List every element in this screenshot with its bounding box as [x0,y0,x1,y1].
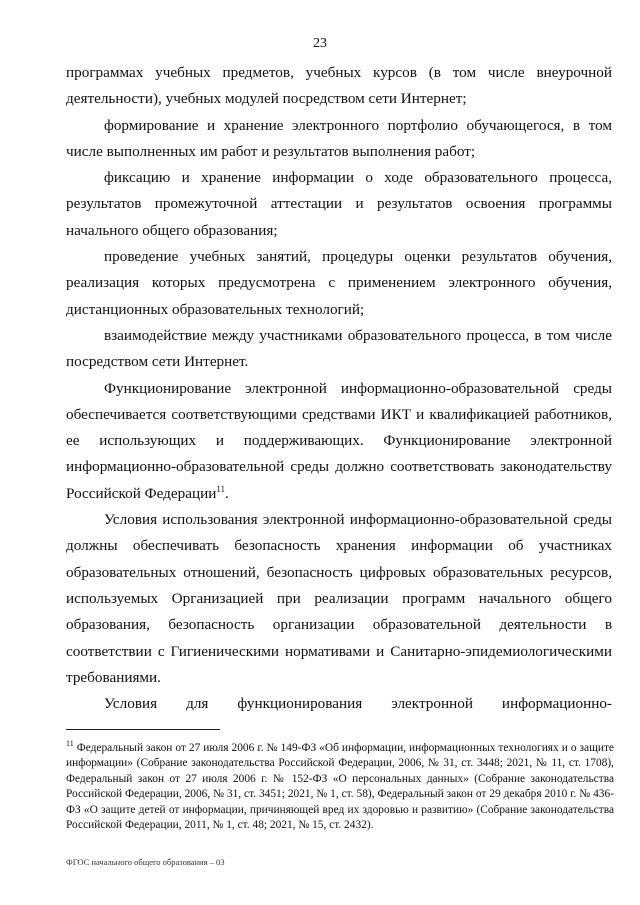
paragraph-usage-conditions: Условия использования электронной информационно-образовательной среды должны обеспечивать безопасность хранения информации об участниках образовательных отношений, безопасность цифровых образовательных ресурсов, используемых Организацией при реализации программ начального общего образования, безопасность организации образовательной деятельности в соответствии с Гигиеническими нормативами и Санитарно-эпидемиологическими требованиями. [66,511,612,686]
page-footer: ФГОС начального общего образования – 03 [66,857,225,867]
page-number: 23 [313,36,327,51]
main-text [66,60,612,717]
footnote [66,741,614,833]
footnote-reference: 11 [216,483,226,494]
paragraph-conditions-start: Условия для функционирования электронной информационно- [104,695,612,713]
paragraph-recording: фиксацию и хранение информации о ходе образовательного процесса, результатов промежуточной аттестации и результатов освоения программы начального общего образования; [66,169,612,239]
paragraph-continuation: программах учебных предметов, учебных курсов (в том числе внеурочной деятельности), учебных модулей посредством сети Интернет; [66,64,612,108]
footnote-marker: 11 [66,739,74,749]
paragraph-functioning-text: Функционирование электронной информационно-образовательной среды обеспечивается соответствующими средствами ИКТ и квалификацией работников, ее использующих и поддерживающих. Функционирование электронной информационно-образовательной среды должно соответствовать законодательству Российской Федерации [66,379,612,502]
paragraph-functioning: Функционирование электронной информационно-образовательной среды обеспечивается соответствующими средствами ИКТ и квалификацией работников, ее использующих и поддерживающих. Функционирование электронной информационно-образовательной среды должно соответствовать законодательству Российской Федерации$^{11}$. [66,379,612,502]
paragraph-portfolio: формирование и хранение электронного портфолио обучающегося, в том числе выполненных им работ и результатов выполнения работ; [66,116,612,160]
footnote-text: Федеральный закон от 27 июля 2006 г. № 149-ФЗ «Об информации, информационных технологиях и о защите информации» (Собрание законодательства Российской Федерации, 2006, № 31, ст. 3448; 2021, № 11, ст. 1708), Федеральный закон от 27 июля 2006 г. № 152-ФЗ «О персональных данных» (Собрание законодательства Российской Федерации, 2006, № 31, ст. 3451; 2021, № 1, ст. 58), Федеральный закон от 29 декабря 2010 г. № 436-ФЗ «О защите детей от информации, причиняющей вред их здоровью и развитию» (Собрание законодательства Российской Федерации, 2011, № 1, ст. 48; 2021, № 15, ст. 2432). [66,742,614,832]
paragraph-lessons: проведение учебных занятий, процедуры оценки результатов обучения, реализация которых предусмотрена с применением электронного обучения, дистанционных образовательных технологий; [66,248,612,318]
paragraph-interaction: взаимодействие между участниками образовательного процесса, в том числе посредством сети Интернет. [66,326,612,371]
footnote-separator [66,729,220,730]
